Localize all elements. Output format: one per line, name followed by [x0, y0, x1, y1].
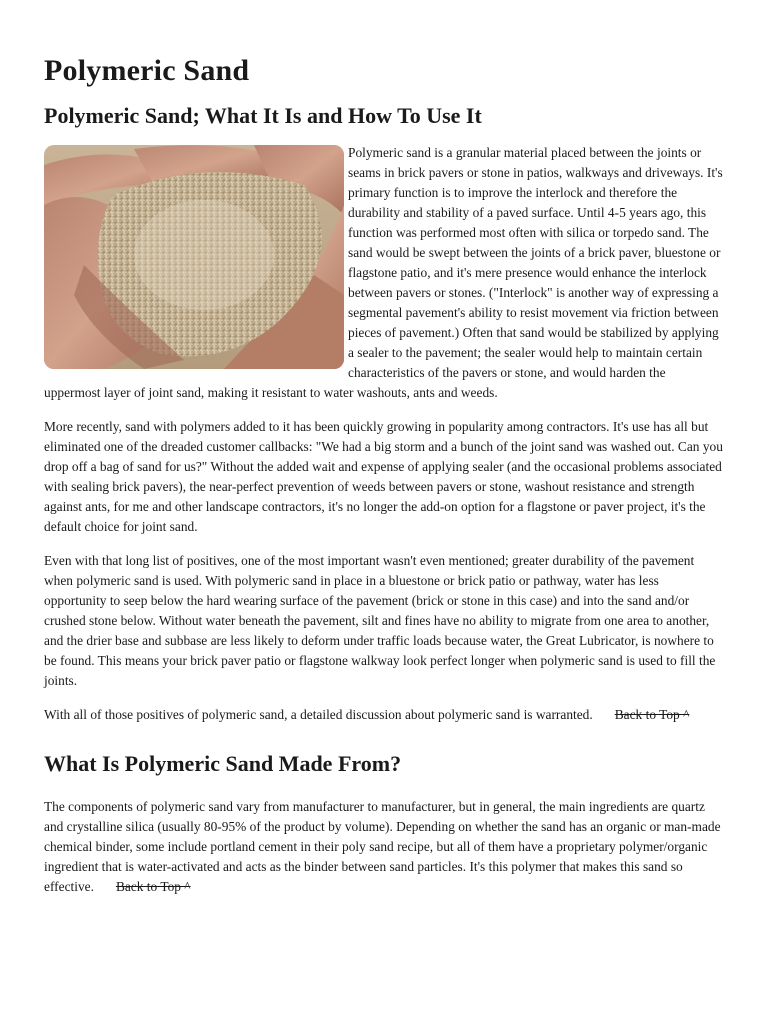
- page-title: Polymeric Sand: [44, 54, 250, 87]
- back-to-top-link-2[interactable]: Back to Top ^: [115, 879, 191, 894]
- back-to-top-link[interactable]: Back to Top ^: [614, 707, 690, 722]
- paragraph-durability: Even with that long list of positives, one of the most important wasn't even mentioned; greater durability of the pavement when polymeric sand is used. With polymeric sand in place in a bluestone or brick patio or pathway, water has less opportunity to seep below the hard wearing surface of the pavement (brick or stone in this case) and into the sand and/or crushed stone below. Without water beneath the pavement, silt and fines have no ability to migrate from one area to another, and the drier base and subbase are less likely to deform under traffic loads because water, the Great Lubricator, is nowhere to be found. This means your brick paver patio or flagstone walkway look perfect longer when polymeric sand is used to fill the joints.: [44, 553, 716, 688]
- section1-body: [44, 143, 724, 403]
- paragraph-warranted: [44, 705, 724, 725]
- section-heading-what-it-is: Polymeric Sand; What It Is and How To Use It: [44, 103, 482, 128]
- paragraph-popularity: More recently, sand with polymers added to it has been quickly growing in popularity among contractors. It's use has all but eliminated one of the dreaded customer callbacks: "We had a big storm and a bunch of the joint sand was washed out. Can you drop off a bag of sand for us?" Without the added wait and expense of applying sealer (and the occasional problems associated with sealing brick pavers), the near-perfect prevention of weeds between pavers or stone, washout resistance and strength against ants, for me and other landscape contractors, it's no longer the add-on option for a flagstone or paver project, it's the default choice for joint sand.: [44, 419, 723, 534]
- sand-in-hands-image: [44, 145, 344, 369]
- paragraph-components: [44, 797, 724, 897]
- section-heading-made-from: What Is Polymeric Sand Made From?: [44, 751, 402, 776]
- warranted-text: With all of those positives of polymeric sand, a detailed discussion about polymeric sand is warranted.: [44, 707, 593, 722]
- paragraph-intro: Polymeric sand is a granular material placed between the joints or seams in brick pavers or stone in patios, walkways and driveways. It's primary function is to improve the interlock and therefore the durability and stability of a paved surface. Until 4-5 years ago, this function was performed most often with silica or torpedo sand. The sand would be swept between the joints of a brick paver, bluestone or flagstone patio, and it's mere presence would enhance the interlock between pavers or stones. ("Interlock" is another way of expressing a segmental pavement's ability to resist movement via friction between pieces of pavement.) Often that sand would be stabilized by applying a sealer to the pavement; the sealer would help to maintain certain characteristics of the pavers or stone, and would harden the uppermost layer of joint sand, making it resistant to water washouts, ants and weeds.: [44, 145, 723, 400]
- components-text: The components of polymeric sand vary from manufacturer to manufacturer, but in general, the main ingredients are quartz and crystalline silica (usually 80-95% of the product by volume). Depending on whether the sand has an organic or man-made chemical binder, some include portland cement in their poly sand recipe, but all of them have a proprietary polymer/organic ingredient that is water-activated and acts as the binder between sand particles. It's this polymer that makes this sand so effective.: [44, 799, 721, 894]
